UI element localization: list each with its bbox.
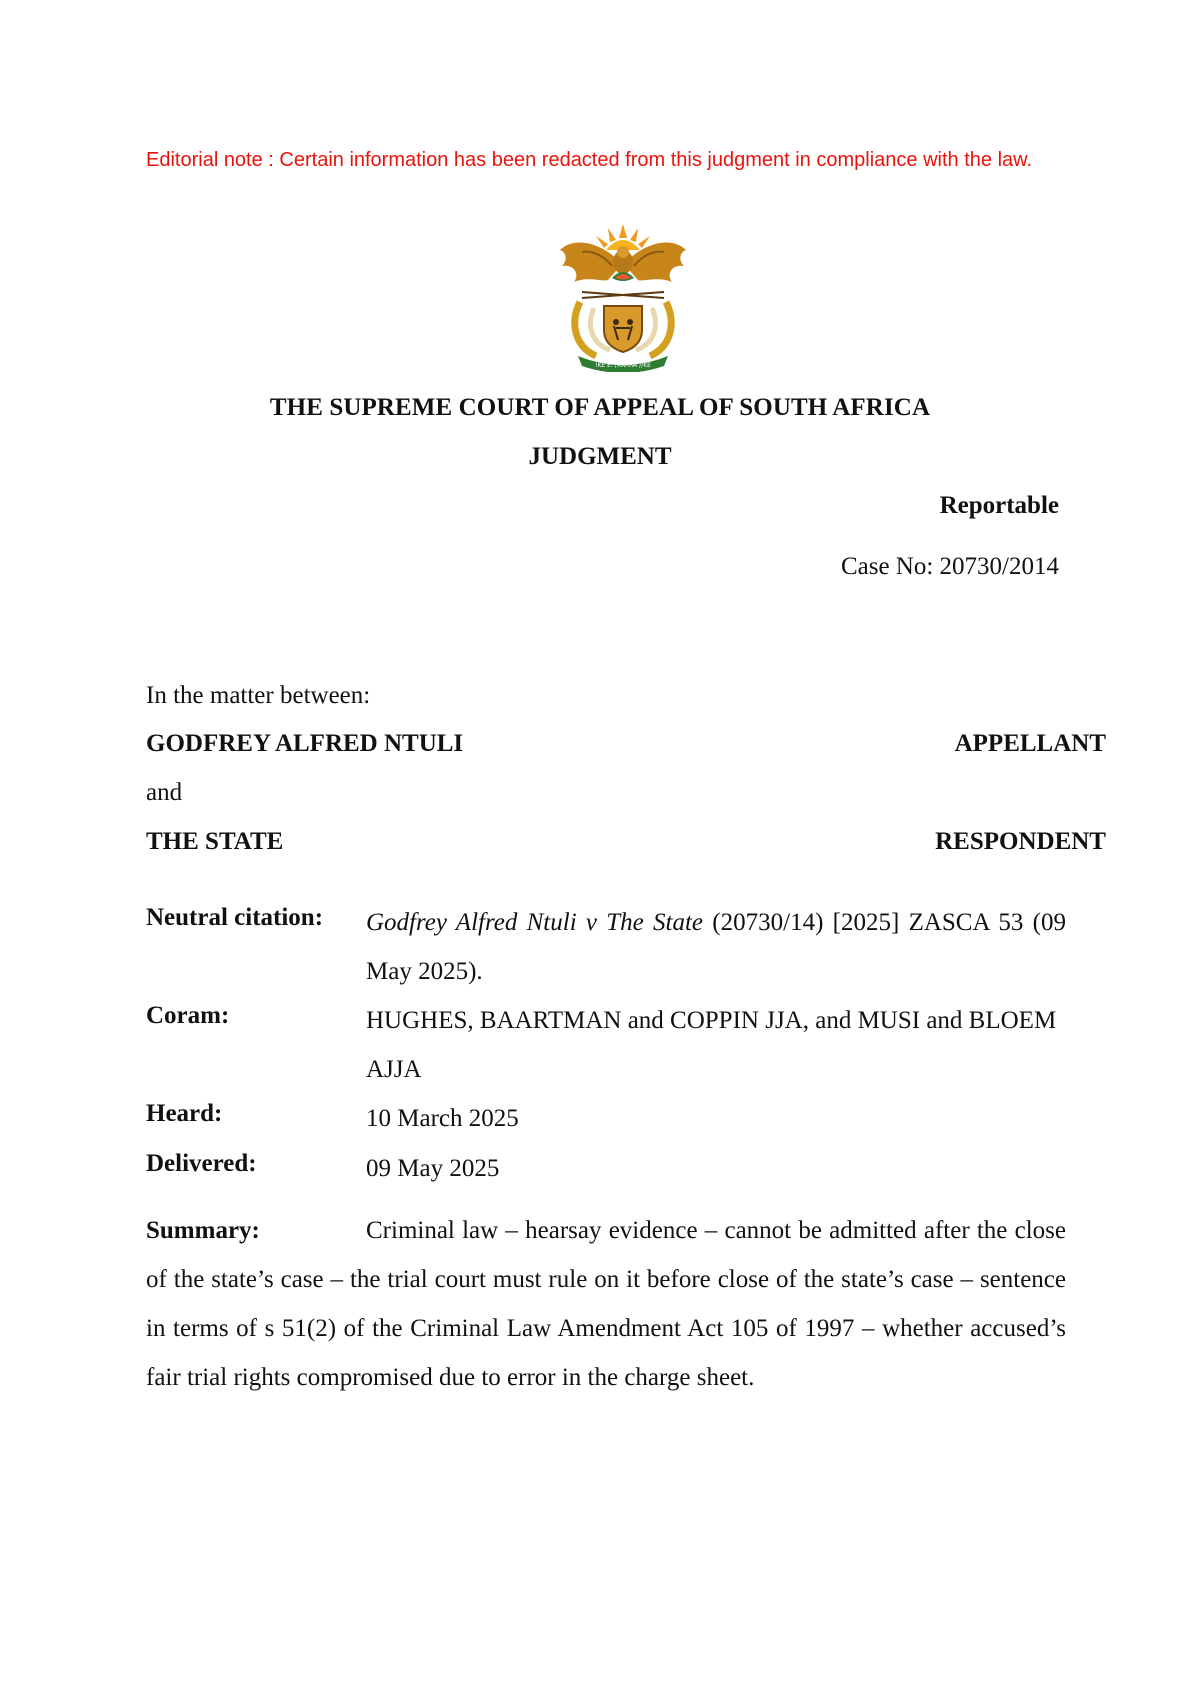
summary-paragraph <box>146 1206 1066 1402</box>
coat-of-arms-icon <box>552 222 694 372</box>
citation-case-name: Godfrey Alfred Ntuli v The State <box>366 909 704 936</box>
parties-conjunction: and <box>146 779 183 806</box>
citation-reference: (20730/14) [2025] ZASCA 53 (09 May 2025). <box>366 909 1067 985</box>
coram-value: HUGHES, BAARTMAN and COPPIN JJA, and MUSI and BLOEM AJJA <box>366 1007 1057 1083</box>
appellant-name: GODFREY ALFRED NTULI <box>146 730 464 757</box>
editorial-note: Editorial note : Certain information has been redacted from this judgment in compliance with the law. <box>146 149 1033 171</box>
neutral-citation-label: Neutral citation: <box>146 904 324 931</box>
emblem-motto: !KE E: /XARRA //KE <box>595 362 651 369</box>
reportable-label: Reportable <box>939 492 1059 519</box>
case-number <box>841 553 1059 581</box>
delivered-value: 09 May 2025 <box>366 1155 500 1182</box>
case-number-label: Case No: <box>840 553 934 580</box>
delivered-label: Delivered: <box>146 1150 257 1177</box>
heard-value: 10 March 2025 <box>366 1105 519 1132</box>
respondent-role: RESPONDENT <box>935 828 1106 855</box>
summary-text: Criminal law – hearsay evidence – cannot be admitted after the close of the state’s case – the trial court must rule on it before close of the state’s case – sentence in terms of s 51(2) of the Criminal Law Amendment Act 105 of 1997 – whether accused’s fair trial rights compromised due to error in the charge sheet. <box>146 1217 1066 1391</box>
neutral-citation-value <box>366 898 1066 996</box>
court-title: THE SUPREME COURT OF APPEAL OF SOUTH AFRICA <box>269 394 931 421</box>
coram-label: Coram: <box>146 1002 230 1029</box>
matter-intro: In the matter between: <box>146 682 371 709</box>
judgment-title: JUDGMENT <box>528 443 672 470</box>
appellant-role: APPELLANT <box>954 730 1106 757</box>
summary-label: Summary: <box>146 1217 260 1244</box>
heard-label: Heard: <box>146 1100 223 1127</box>
case-number-value: 20730/2014 <box>939 553 1059 580</box>
respondent-name: THE STATE <box>146 828 284 855</box>
